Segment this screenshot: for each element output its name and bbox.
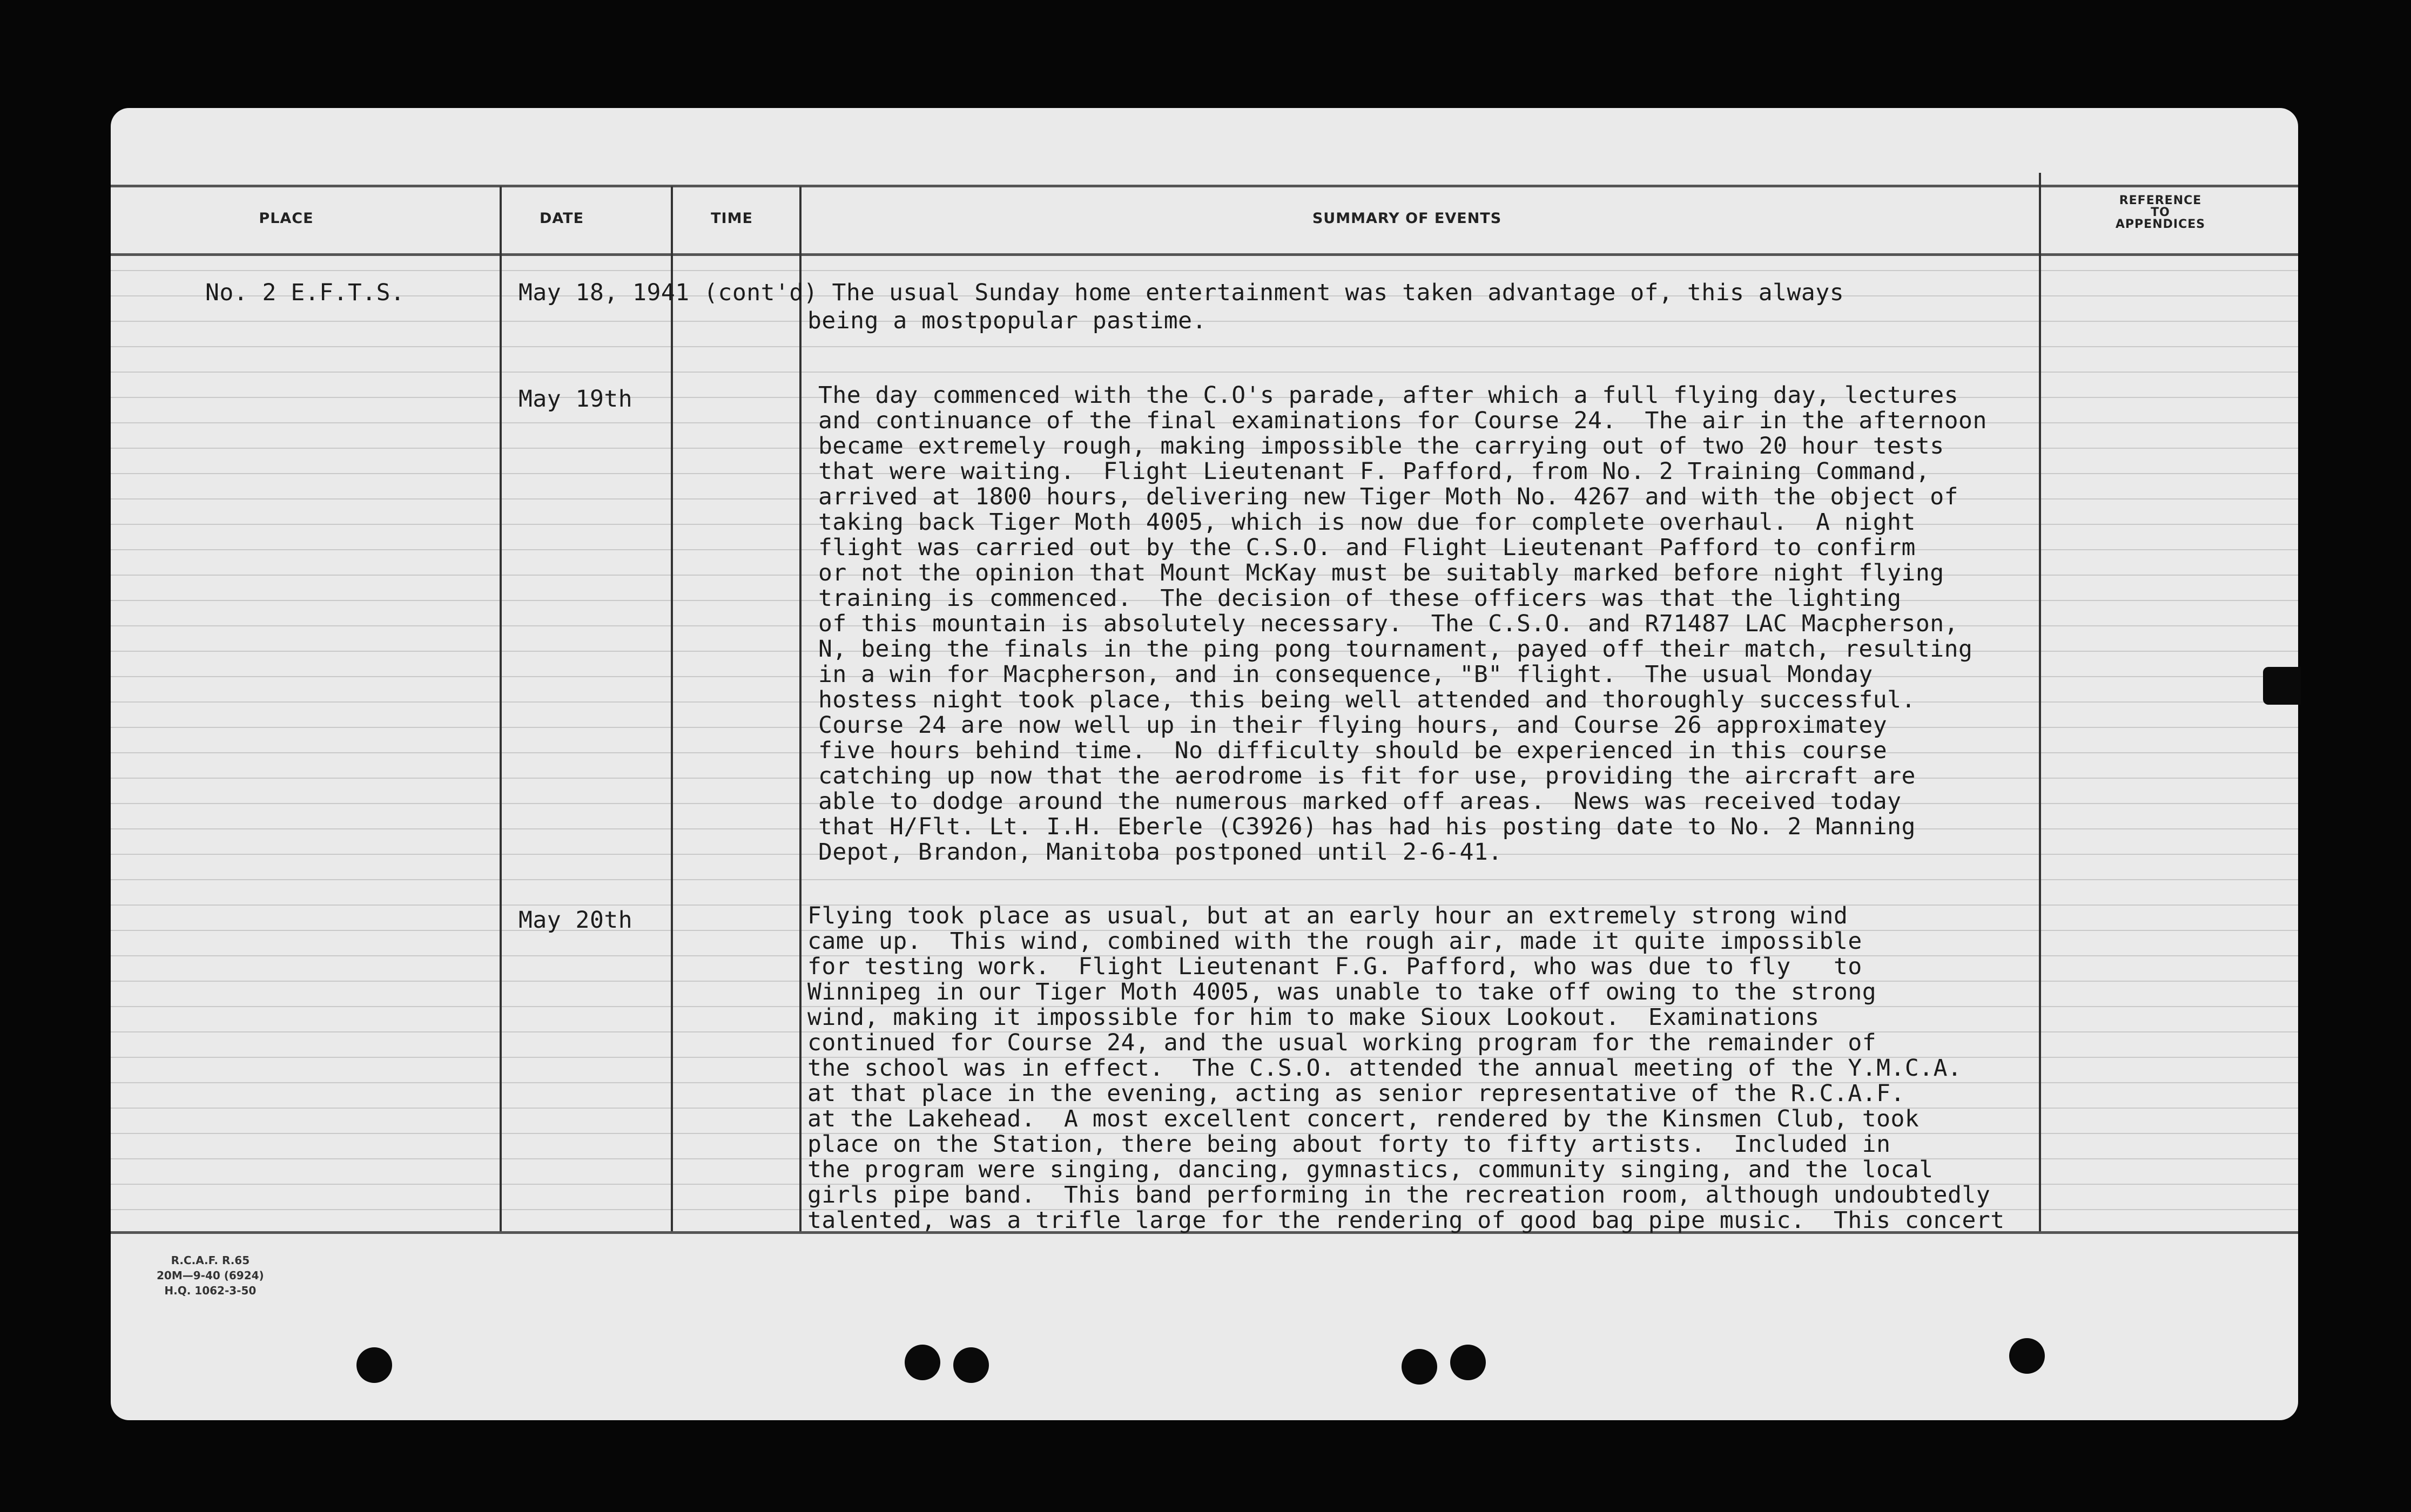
summary-line: Winnipeg in our Tiger Moth 4005, was unable to take off owing to the strong [807, 978, 1877, 1005]
header-reference: REFERENCE TO APPENDICES [2115, 194, 2206, 231]
summary-line: at the Lakehead. A most excellent concert, rendered by the Kinsmen Club, took [807, 1105, 1920, 1132]
form-code-line-2: 20M—9-40 (6924) [157, 1269, 264, 1282]
summary-line: of this mountain is absolutely necessary. The C.S.O. and R71487 LAC Macpherson, [818, 610, 1959, 637]
column-divider-summary [2039, 173, 2041, 1234]
summary-line: that were waiting. Flight Lieutenant F. Pafford, from No. 2 Training Command, [818, 458, 1930, 485]
header-date: DATE [539, 210, 584, 227]
column-divider-time [799, 186, 802, 1234]
summary-line: in a win for Macpherson, and in consequence, "B" flight. The usual Monday [818, 661, 1873, 688]
place-entry: No. 2 E.F.T.S. [205, 279, 405, 306]
summary-line: arrived at 1800 hours, delivering new Tiger Moth No. 4267 and with the object of [818, 483, 1959, 510]
column-divider-place [500, 186, 502, 1234]
summary-line: the school was in effect. The C.S.O. attended the annual meeting of the Y.M.C.A. [807, 1055, 1962, 1082]
form-code-line-3: H.Q. 1062-3-50 [164, 1284, 257, 1297]
header-time: TIME [711, 210, 753, 227]
entry-may-18-line-2: being a mostpopular pastime. [807, 307, 1207, 334]
summary-line: continued for Course 24, and the usual working program for the remainder of [807, 1029, 1877, 1056]
summary-line: five hours behind time. No difficulty should be experienced in this course [818, 737, 1888, 764]
punch-hole [2009, 1338, 2045, 1374]
summary-line: hostess night took place, this being well attended and thoroughly successful. [818, 686, 1916, 713]
summary-line: training is commenced. The decision of these officers was that the lighting [818, 585, 1902, 612]
column-divider-date [671, 186, 673, 1234]
entry-may-18-line-1: May 18, 1941 (cont'd) The usual Sunday home entertainment was taken advantage of, this always [518, 279, 1844, 306]
date-may-19: May 19th [518, 386, 633, 413]
summary-line: became extremely rough, making impossible the carrying out of two 20 hour tests [818, 433, 1944, 460]
punch-hole [356, 1347, 392, 1383]
header-summary: SUMMARY OF EVENTS [1312, 210, 1502, 227]
diary-form-card [111, 108, 2298, 1420]
ruled-line [111, 879, 2298, 880]
summary-line: flight was carried out by the C.S.O. and Flight Lieutenant Pafford to confirm [818, 534, 1916, 561]
header-place: PLACE [259, 210, 314, 227]
side-tab [2263, 667, 2301, 705]
summary-line: for testing work. Flight Lieutenant F.G. Pafford, who was due to fly to [807, 953, 1862, 980]
punch-hole [953, 1347, 989, 1383]
summary-line: or not the opinion that Mount McKay must be suitably marked before night flying [818, 559, 1944, 586]
summary-line: place on the Station, there being about forty to fifty artists. Included in [807, 1131, 1891, 1158]
summary-line: catching up now that the aerodrome is fit for use, providing the aircraft are [818, 762, 1916, 789]
summary-line: The day commenced with the C.O's parade, after which a full flying day, lectures [818, 382, 1959, 409]
summary-line: that H/Flt. Lt. I.H. Eberle (C3926) has had his posting date to No. 2 Manning [818, 813, 1916, 840]
date-may-20: May 20th [518, 907, 633, 934]
summary-line: N, being the finals in the ping pong tournament, payed off their match, resulting [818, 636, 1973, 663]
ruled-line [111, 346, 2298, 347]
summary-line: Course 24 are now well up in their flying hours, and Course 26 approximatey [818, 712, 1888, 739]
summary-line: Depot, Brandon, Manitoba postponed until 2-6-41. [818, 839, 1503, 866]
punch-hole [1450, 1345, 1486, 1380]
summary-line: at that place in the evening, acting as senior representative of the R.C.A.F. [807, 1080, 1905, 1107]
form-code [157, 1253, 264, 1298]
summary-line: able to dodge around the numerous marked off areas. News was received today [818, 788, 1902, 815]
punch-hole [905, 1345, 940, 1380]
summary-line: the program were singing, dancing, gymnastics, community singing, and the local [807, 1156, 1934, 1183]
summary-line: talented, was a trifle large for the rendering of good bag pipe music. This concert [807, 1207, 2005, 1234]
summary-line: girls pipe band. This band performing in the recreation room, although undoubtedly [807, 1182, 1991, 1209]
ruled-line [111, 372, 2298, 373]
summary-line: Flying took place as usual, but at an early hour an extremely strong wind [807, 902, 1848, 929]
summary-line: and continuance of the final examinations for Course 24. The air in the afternoon [818, 407, 1987, 434]
summary-line: came up. This wind, combined with the rough air, made it quite impossible [807, 928, 1862, 955]
column-header-row [111, 185, 2298, 256]
punch-hole [1402, 1349, 1437, 1385]
summary-line: wind, making it impossible for him to make Sioux Lookout. Examinations [807, 1004, 1820, 1031]
form-code-line-1: R.C.A.F. R.65 [171, 1254, 250, 1267]
ruled-line [111, 270, 2298, 271]
summary-line: taking back Tiger Moth 4005, which is now due for complete overhaul. A night [818, 509, 1916, 536]
